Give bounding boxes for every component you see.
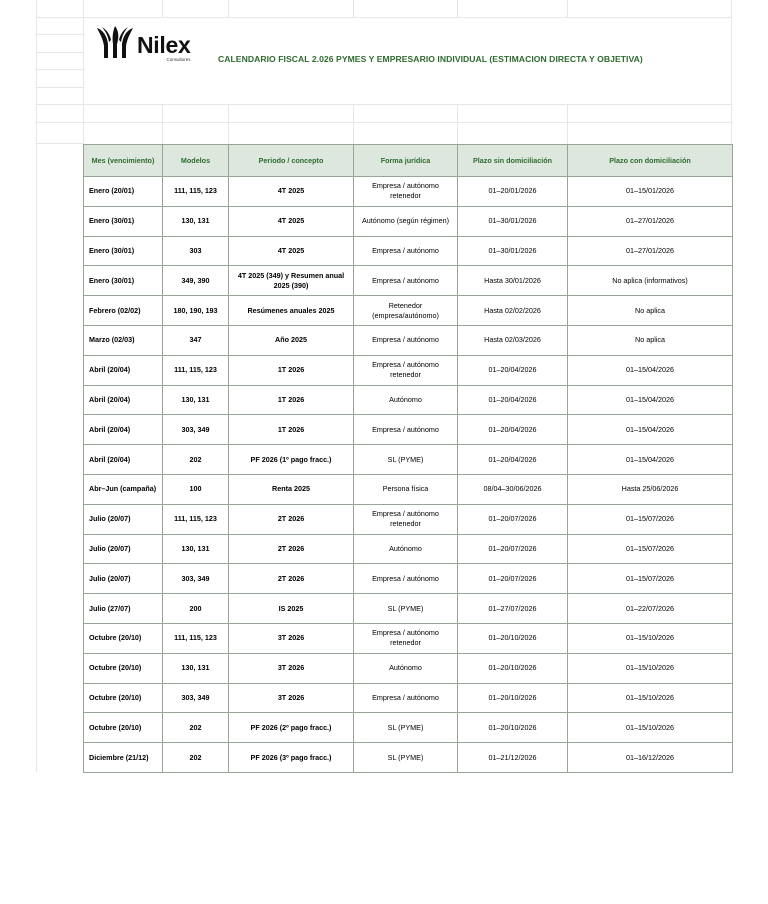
cell-plazo-con-domiciliacion: 01–15/04/2026 xyxy=(568,355,733,385)
cell-plazo-con-domiciliacion: 01–27/01/2026 xyxy=(568,236,733,266)
cell-modelos: 111, 115, 123 xyxy=(163,177,229,207)
cell-plazo-sin-domiciliacion: 01–20/07/2026 xyxy=(458,504,568,534)
table-row xyxy=(84,266,733,296)
cell-periodo: 3T 2026 xyxy=(229,653,354,683)
cell-plazo-sin-domiciliacion: 01–20/07/2026 xyxy=(458,534,568,564)
cell-forma-juridica: Empresa / autónomo xyxy=(354,266,458,296)
table-row xyxy=(84,683,733,713)
cell-forma-juridica: Empresa / autónomo retenedor xyxy=(354,623,458,653)
cell-plazo-sin-domiciliacion: 01–20/01/2026 xyxy=(458,177,568,207)
cell-modelos: 130, 131 xyxy=(163,385,229,415)
cell-plazo-con-domiciliacion: 01–15/07/2026 xyxy=(568,564,733,594)
table-row xyxy=(84,445,733,475)
cell-modelos: 303, 349 xyxy=(163,683,229,713)
cell-plazo-sin-domiciliacion: 08/04–30/06/2026 xyxy=(458,474,568,504)
cell-modelos: 349, 390 xyxy=(163,266,229,296)
table-row xyxy=(84,564,733,594)
cell-periodo: 4T 2025 xyxy=(229,177,354,207)
cell-periodo: PF 2026 (2º pago fracc.) xyxy=(229,713,354,743)
cell-forma-juridica: Empresa / autónomo xyxy=(354,564,458,594)
cell-modelos: 202 xyxy=(163,445,229,475)
cell-forma-juridica: SL (PYME) xyxy=(354,594,458,624)
cell-modelos: 130, 131 xyxy=(163,653,229,683)
cell-modelos: 111, 115, 123 xyxy=(163,623,229,653)
cell-periodo: Año 2025 xyxy=(229,325,354,355)
cell-mes: Enero (30/01) xyxy=(84,266,163,296)
header-modelos: Modelos xyxy=(163,145,229,177)
cell-periodo: PF 2026 (1º pago fracc.) xyxy=(229,445,354,475)
cell-modelos: 347 xyxy=(163,325,229,355)
cell-plazo-con-domiciliacion: 01–15/01/2026 xyxy=(568,177,733,207)
cell-forma-juridica: Empresa / autónomo xyxy=(354,415,458,445)
cell-plazo-sin-domiciliacion: 01–20/04/2026 xyxy=(458,445,568,475)
cell-plazo-sin-domiciliacion: 01–20/10/2026 xyxy=(458,623,568,653)
cell-mes: Abr–Jun (campaña) xyxy=(84,474,163,504)
table-header-row xyxy=(84,145,733,177)
cell-periodo: 2T 2026 xyxy=(229,504,354,534)
table-row xyxy=(84,653,733,683)
table-row xyxy=(84,504,733,534)
cell-periodo: PF 2026 (3º pago fracc.) xyxy=(229,743,354,773)
cell-mes: Diciembre (21/12) xyxy=(84,743,163,773)
cell-plazo-con-domiciliacion: 01–27/01/2026 xyxy=(568,206,733,236)
cell-forma-juridica: Empresa / autónomo retenedor xyxy=(354,504,458,534)
cell-periodo: 4T 2025 (349) y Resumen anual 2025 (390) xyxy=(229,266,354,296)
cell-forma-juridica: Empresa / autónomo xyxy=(354,325,458,355)
cell-periodo: 1T 2026 xyxy=(229,415,354,445)
cell-modelos: 202 xyxy=(163,743,229,773)
cell-plazo-con-domiciliacion: 01–15/07/2026 xyxy=(568,534,733,564)
table-row xyxy=(84,385,733,415)
cell-mes: Abril (20/04) xyxy=(84,355,163,385)
cell-mes: Julio (27/07) xyxy=(84,594,163,624)
cell-modelos: 303, 349 xyxy=(163,415,229,445)
cell-modelos: 111, 115, 123 xyxy=(163,504,229,534)
cell-modelos: 303, 349 xyxy=(163,564,229,594)
header-periodo: Periodo / concepto xyxy=(229,145,354,177)
cell-periodo: 2T 2026 xyxy=(229,564,354,594)
cell-periodo: 2T 2026 xyxy=(229,534,354,564)
table-row xyxy=(84,236,733,266)
cell-plazo-sin-domiciliacion: 01–20/10/2026 xyxy=(458,653,568,683)
cell-plazo-sin-domiciliacion: 01–20/10/2026 xyxy=(458,713,568,743)
table-row xyxy=(84,594,733,624)
cell-plazo-con-domiciliacion: 01–22/07/2026 xyxy=(568,594,733,624)
cell-modelos: 303 xyxy=(163,236,229,266)
cell-plazo-sin-domiciliacion: Hasta 30/01/2026 xyxy=(458,266,568,296)
table-row xyxy=(84,355,733,385)
cell-mes: Enero (30/01) xyxy=(84,206,163,236)
cell-forma-juridica: Autónomo xyxy=(354,653,458,683)
cell-forma-juridica: SL (PYME) xyxy=(354,743,458,773)
cell-plazo-con-domiciliacion: 01–15/04/2026 xyxy=(568,445,733,475)
cell-modelos: 202 xyxy=(163,713,229,743)
cell-forma-juridica: Retenedor (empresa/autónomo) xyxy=(354,296,458,326)
cell-plazo-con-domiciliacion: 01–16/12/2026 xyxy=(568,743,733,773)
cell-forma-juridica: Empresa / autónomo retenedor xyxy=(354,177,458,207)
cell-forma-juridica: SL (PYME) xyxy=(354,713,458,743)
cell-modelos: 111, 115, 123 xyxy=(163,355,229,385)
company-logo xyxy=(95,26,190,62)
cell-plazo-con-domiciliacion: 01–15/10/2026 xyxy=(568,623,733,653)
table-row xyxy=(84,534,733,564)
cell-plazo-sin-domiciliacion: 01–21/12/2026 xyxy=(458,743,568,773)
cell-mes: Marzo (02/03) xyxy=(84,325,163,355)
cell-plazo-con-domiciliacion: 01–15/10/2026 xyxy=(568,713,733,743)
cell-plazo-con-domiciliacion: 01–15/04/2026 xyxy=(568,385,733,415)
table-row xyxy=(84,743,733,773)
cell-mes: Julio (20/07) xyxy=(84,504,163,534)
cell-periodo: 4T 2025 xyxy=(229,236,354,266)
table-row xyxy=(84,325,733,355)
cell-plazo-sin-domiciliacion: 01–20/10/2026 xyxy=(458,683,568,713)
cell-mes: Octubre (20/10) xyxy=(84,623,163,653)
cell-mes: Julio (20/07) xyxy=(84,564,163,594)
header-mes: Mes (vencimiento) xyxy=(84,145,163,177)
cell-plazo-sin-domiciliacion: 01–20/04/2026 xyxy=(458,415,568,445)
cell-forma-juridica: Autónomo (según régimen) xyxy=(354,206,458,236)
table-row xyxy=(84,623,733,653)
cell-plazo-con-domiciliacion: No aplica xyxy=(568,325,733,355)
header-plazo-con-domiciliacion: Plazo con domiciliación xyxy=(568,145,733,177)
cell-mes: Octubre (20/10) xyxy=(84,713,163,743)
cell-plazo-sin-domiciliacion: 01–30/01/2026 xyxy=(458,236,568,266)
cell-mes: Enero (30/01) xyxy=(84,236,163,266)
cell-forma-juridica: Empresa / autónomo xyxy=(354,683,458,713)
cell-mes: Octubre (20/10) xyxy=(84,653,163,683)
cell-modelos: 200 xyxy=(163,594,229,624)
cell-modelos: 100 xyxy=(163,474,229,504)
cell-mes: Abril (20/04) xyxy=(84,415,163,445)
cell-plazo-sin-domiciliacion: Hasta 02/03/2026 xyxy=(458,325,568,355)
cell-forma-juridica: Autónomo xyxy=(354,534,458,564)
cell-plazo-con-domiciliacion: 01–15/10/2026 xyxy=(568,683,733,713)
cell-modelos: 130, 131 xyxy=(163,206,229,236)
cell-mes: Abril (20/04) xyxy=(84,445,163,475)
table-body xyxy=(84,177,733,773)
header-forma-juridica: Forma jurídica xyxy=(354,145,458,177)
cell-forma-juridica: Empresa / autónomo xyxy=(354,236,458,266)
cell-forma-juridica: Empresa / autónomo retenedor xyxy=(354,355,458,385)
cell-plazo-sin-domiciliacion: 01–27/07/2026 xyxy=(458,594,568,624)
cell-plazo-sin-domiciliacion: 01–20/04/2026 xyxy=(458,355,568,385)
cell-plazo-sin-domiciliacion: 01–30/01/2026 xyxy=(458,206,568,236)
page-title: CALENDARIO FISCAL 2.026 PYMES Y EMPRESARIO INDIVIDUAL (ESTIMACION DIRECTA Y OBJETIVA) xyxy=(218,54,643,64)
cell-mes: Abril (20/04) xyxy=(84,385,163,415)
table-row xyxy=(84,713,733,743)
cell-modelos: 180, 190, 193 xyxy=(163,296,229,326)
table-row xyxy=(84,206,733,236)
nilex-leaf-icon xyxy=(95,26,135,60)
cell-periodo: 1T 2026 xyxy=(229,385,354,415)
cell-forma-juridica: SL (PYME) xyxy=(354,445,458,475)
cell-plazo-con-domiciliacion: Hasta 25/06/2026 xyxy=(568,474,733,504)
cell-mes: Febrero (02/02) xyxy=(84,296,163,326)
logo-name: Nilex xyxy=(137,32,191,58)
table-row xyxy=(84,474,733,504)
cell-mes: Enero (20/01) xyxy=(84,177,163,207)
table-row xyxy=(84,415,733,445)
cell-plazo-con-domiciliacion: 01–15/07/2026 xyxy=(568,504,733,534)
header-plazo-sin-domiciliacion: Plazo sin domiciliación xyxy=(458,145,568,177)
table-row xyxy=(84,296,733,326)
cell-periodo: Renta 2025 xyxy=(229,474,354,504)
cell-forma-juridica: Persona física xyxy=(354,474,458,504)
cell-plazo-con-domiciliacion: No aplica (informativos) xyxy=(568,266,733,296)
cell-plazo-sin-domiciliacion: 01–20/04/2026 xyxy=(458,385,568,415)
cell-modelos: 130, 131 xyxy=(163,534,229,564)
fiscal-calendar-table xyxy=(83,144,733,773)
cell-periodo: 1T 2026 xyxy=(229,355,354,385)
cell-mes: Octubre (20/10) xyxy=(84,683,163,713)
table-row xyxy=(84,177,733,207)
logo-subtitle: Consultores xyxy=(166,57,191,62)
cell-forma-juridica: Autónomo xyxy=(354,385,458,415)
cell-periodo: IS 2025 xyxy=(229,594,354,624)
cell-periodo: 3T 2026 xyxy=(229,623,354,653)
cell-periodo: Resúmenes anuales 2025 xyxy=(229,296,354,326)
cell-plazo-con-domiciliacion: 01–15/04/2026 xyxy=(568,415,733,445)
cell-periodo: 4T 2025 xyxy=(229,206,354,236)
cell-plazo-con-domiciliacion: No aplica xyxy=(568,296,733,326)
cell-plazo-sin-domiciliacion: Hasta 02/02/2026 xyxy=(458,296,568,326)
cell-periodo: 3T 2026 xyxy=(229,683,354,713)
cell-plazo-con-domiciliacion: 01–15/10/2026 xyxy=(568,653,733,683)
cell-mes: Julio (20/07) xyxy=(84,534,163,564)
cell-plazo-sin-domiciliacion: 01–20/07/2026 xyxy=(458,564,568,594)
